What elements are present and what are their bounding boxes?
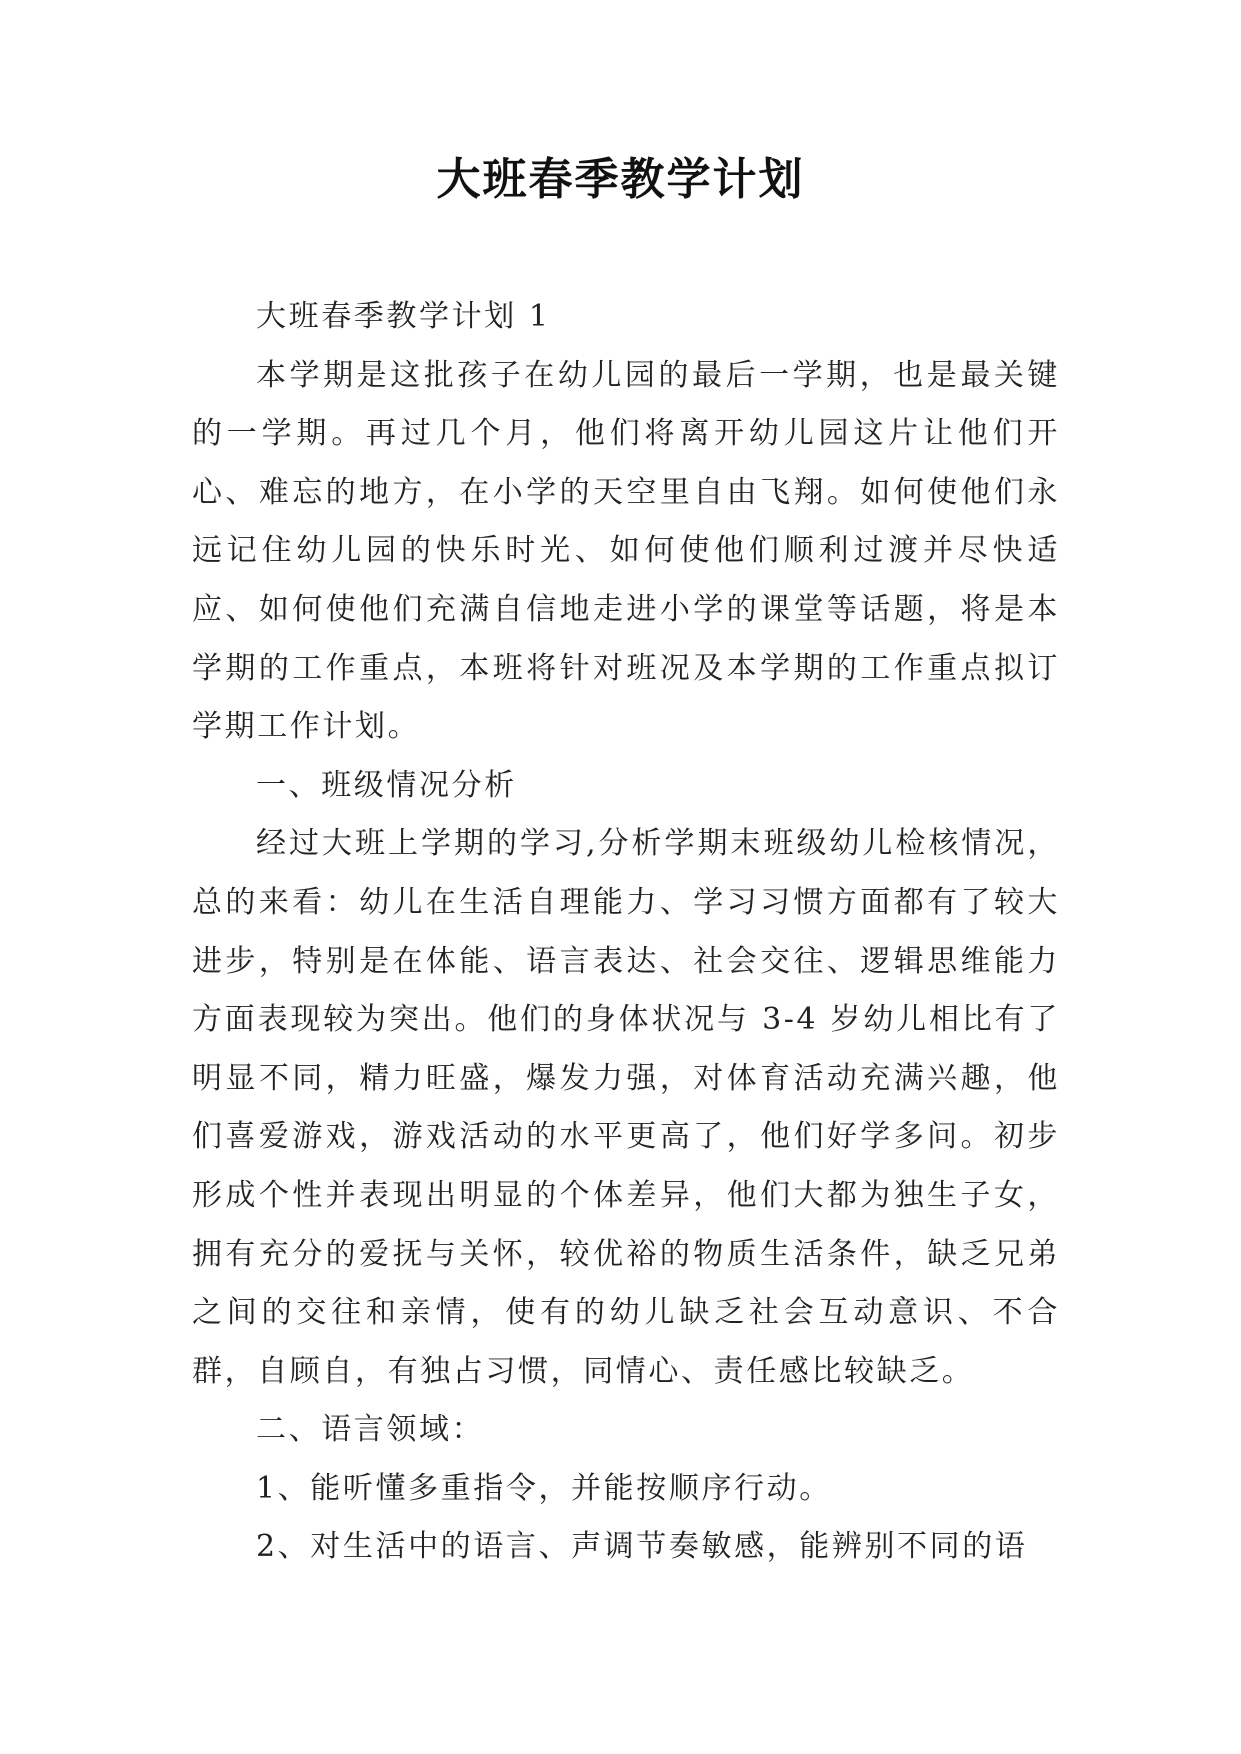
document-body <box>192 288 1060 1577</box>
section-heading-class-analysis: 一、班级情况分析 <box>256 767 517 803</box>
document-title: 大班春季教学计划 <box>436 154 805 205</box>
language-item-2: 2、对生活中的语言、声调节奏敏感，能辨别不同的语 <box>256 1529 1028 1565</box>
section-heading-language: 二、语言领域： <box>256 1412 485 1448</box>
section-heading-plan-1: 大班春季教学计划 1 <box>256 299 551 334</box>
intro-paragraph: 本学期是这批孩子在幼儿园的最后一学期，也是最关键的一学期。再过几个月，他们将离开幼儿园这片让他们开心、难忘的地方，在小学的天空里自由飞翔。如何使他们永远记住幼儿园的快乐时光、如何使他们顺利过渡并尽快适应、如何使他们充满自信地走进小学的课堂等话题，将是本学期的工作重点，本班将针对班况及本学期的工作重点拟订学期工作计划。 <box>192 357 1060 745</box>
language-item-1: 1、能听懂多重指令，并能按顺序行动。 <box>256 1470 832 1506</box>
class-analysis-paragraph: 经过大班上学期的学习,分析学期末班级幼儿检核情况，总的来看：幼儿在生活自理能力、学习习惯方面都有了较大进步，特别是在体能、语言表达、社会交往、逻辑思维能力方面表现较为突出。他们的身体状况与 3-4 岁幼儿相比有了明显不同，精力旺盛，爆发力强，对体育活动充满兴趣，他们喜爱游戏，游戏活动的水平更高了，他们好学多问。初步形成个性并表现出明显的个体差异，他们大都为独生子女，拥有充分的爱抚与关怀，较优裕的物质生活条件，缺乏兄弟之间的交往和亲情，使有的幼儿缺乏社会互动意识、不合群，自顾自，有独占习惯，同情心、责任感比较缺乏。 <box>192 826 1060 1389</box>
